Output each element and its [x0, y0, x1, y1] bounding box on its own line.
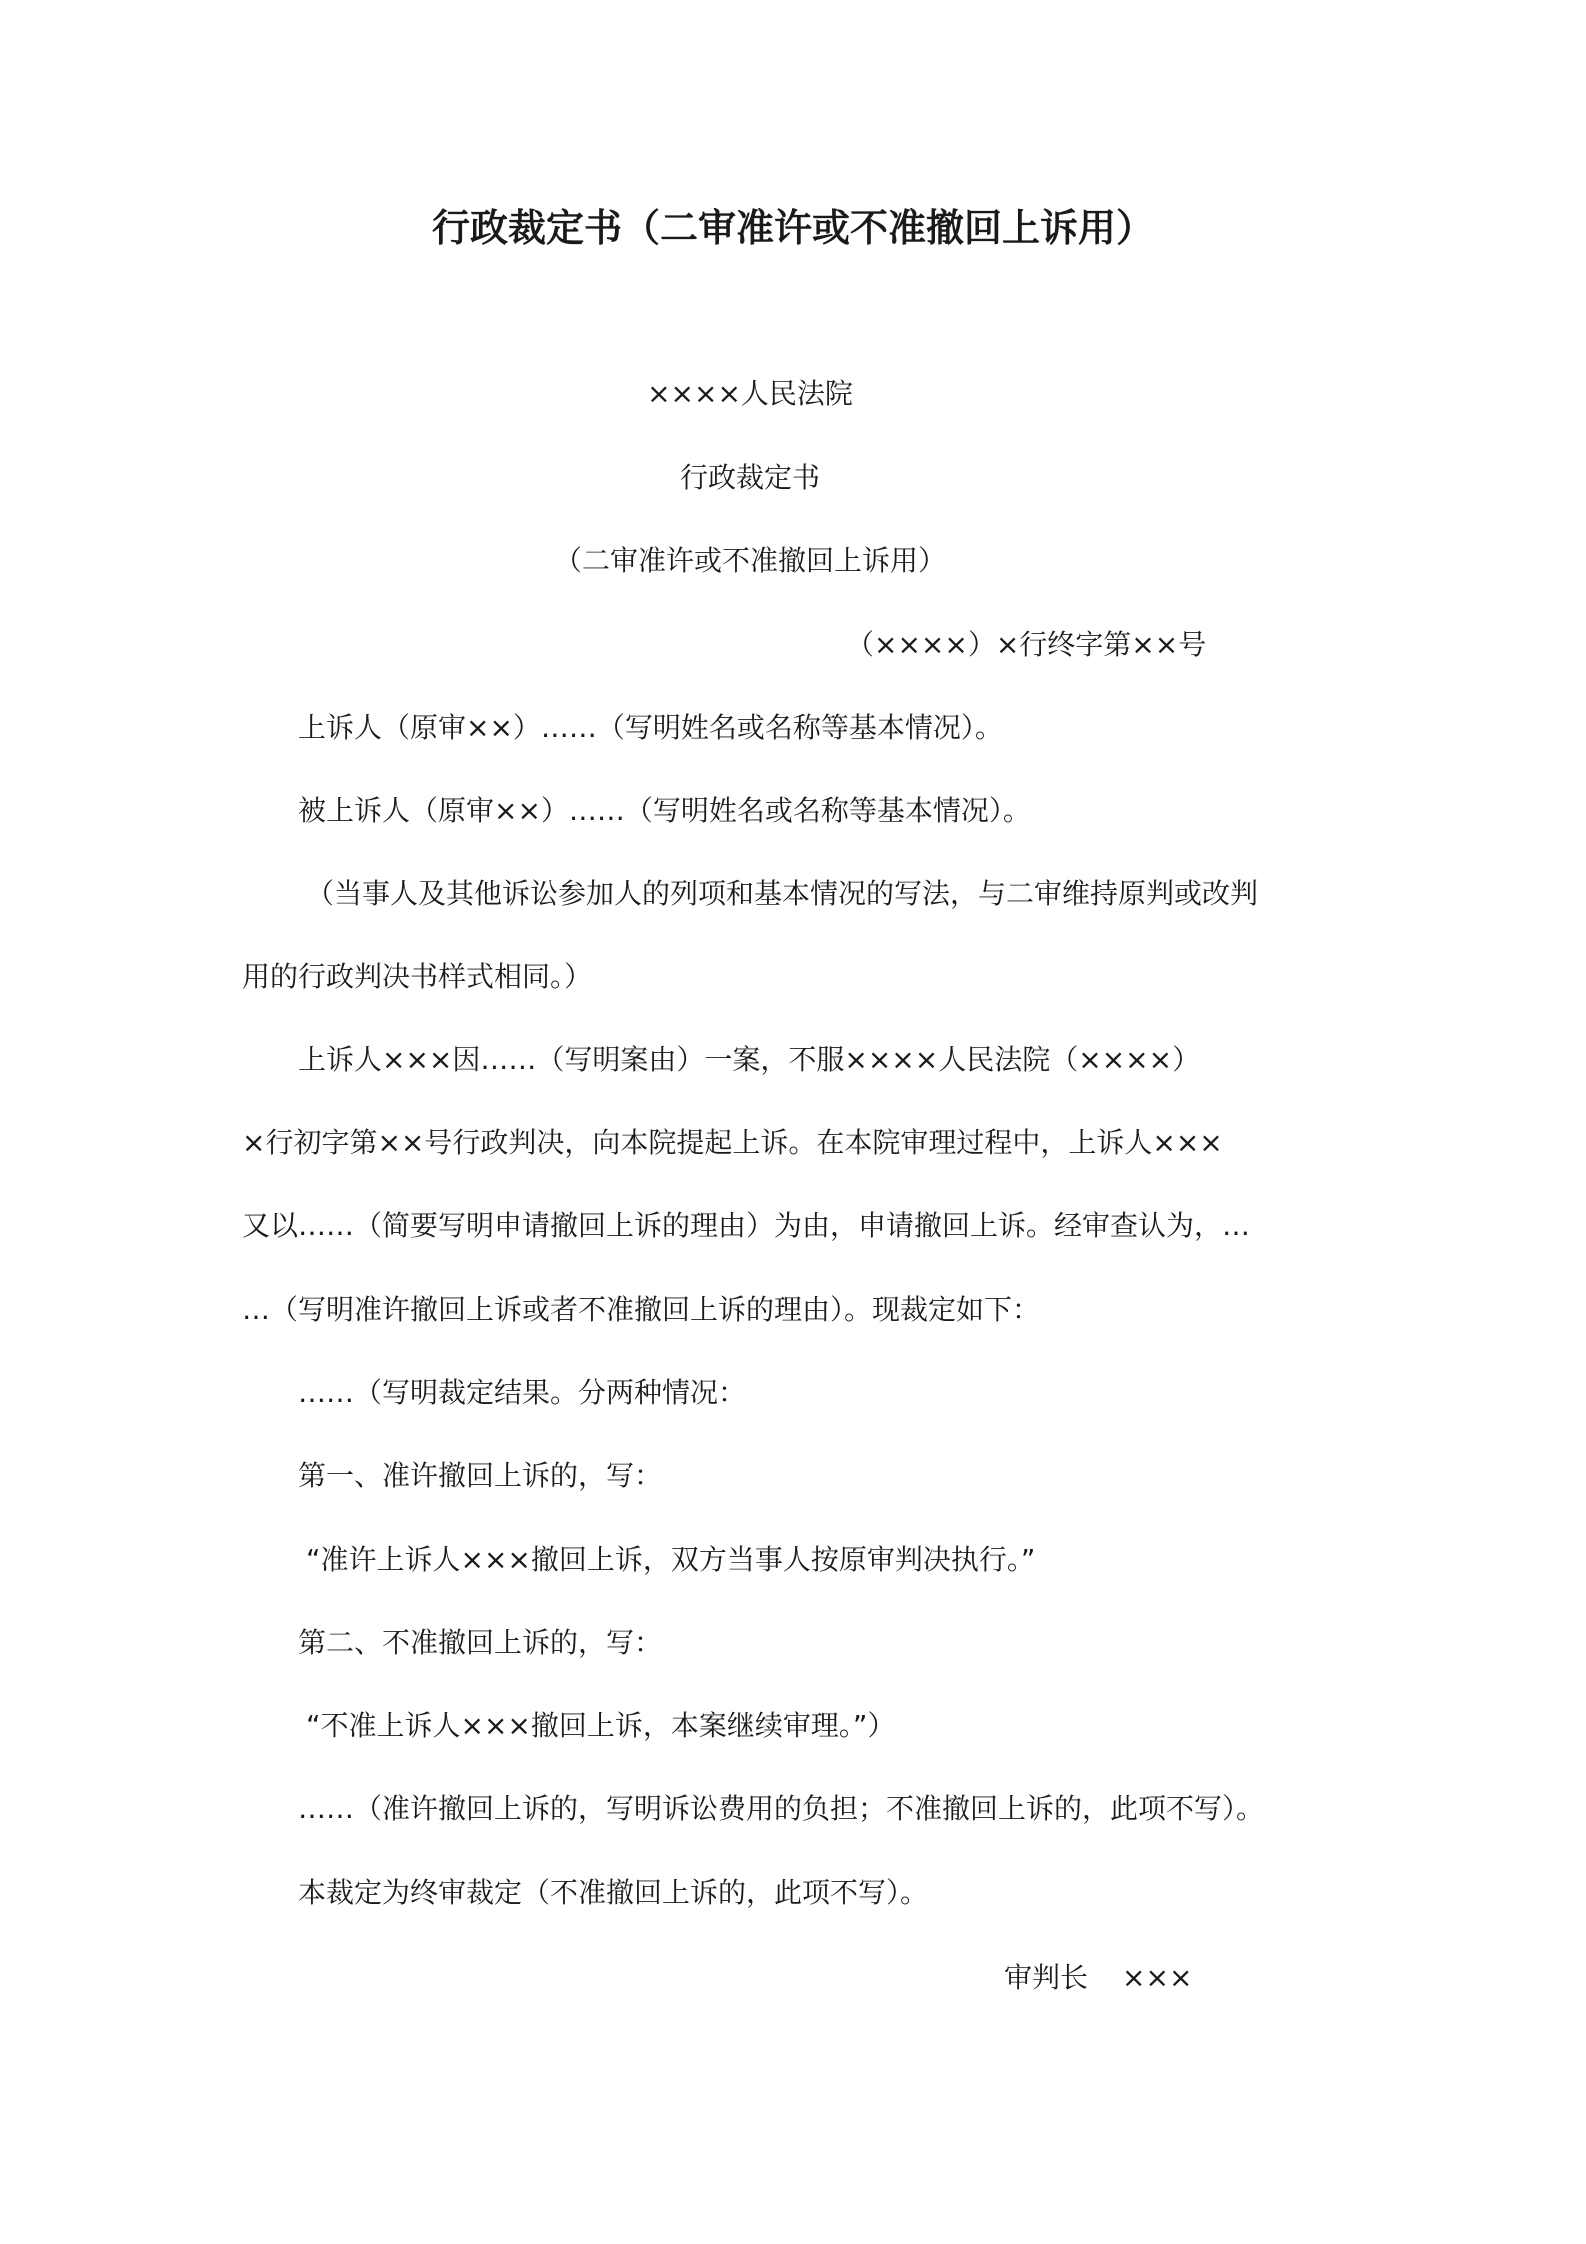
paragraph-appellee: 被上诉人（原审××）……（写明姓名或名称等基本情况）。: [298, 794, 1031, 827]
court-name: ××××人民法院: [647, 377, 853, 410]
paragraph-appellant: 上诉人（原审××）……（写明姓名或名称等基本情况）。: [298, 711, 1003, 744]
paragraph-body-line-2: ×行初字第××号行政判决，向本院提起上诉。在本院审理过程中，上诉人×××: [242, 1126, 1223, 1159]
paragraph-body-line-1: 上诉人×××因……（写明案由）一案，不服××××人民法院（××××）: [298, 1043, 1201, 1076]
case-number: （××××）×行终字第××号: [846, 628, 1207, 661]
paragraph-note-line-2: 用的行政判决书样式相同。）: [242, 960, 593, 993]
document-type: 行政裁定书: [679, 461, 820, 494]
paragraph-body-line-4: …（写明准许撤回上诉或者不准撤回上诉的理由）。现裁定如下：: [242, 1293, 1041, 1326]
paragraph-ruling-intro: ……（写明裁定结果。分两种情况：: [298, 1376, 747, 1409]
paragraph-case-two-text: “不准上诉人×××撤回上诉，本案继续审理。”）: [306, 1709, 896, 1742]
document-subtype: （二审准许或不准撤回上诉用）: [553, 544, 946, 577]
paragraph-costs: ……（准许撤回上诉的，写明诉讼费用的负担；不准撤回上诉的，此项不写）。: [298, 1792, 1265, 1825]
paragraph-case-one: 第一、准许撤回上诉的，写：: [298, 1459, 663, 1492]
document-heading: 行政裁定书（二审准许或不准撤回上诉用）: [431, 206, 1154, 250]
paragraph-case-two: 第二、不准撤回上诉的，写：: [298, 1626, 663, 1659]
paragraph-finality: 本裁定为终审裁定（不准撤回上诉的，此项不写）。: [298, 1876, 929, 1909]
paragraph-note-line-1: （当事人及其他诉讼参加人的列项和基本情况的写法，与二审维持原判或改判: [306, 877, 1259, 910]
paragraph-case-one-text: “准许上诉人×××撤回上诉，双方当事人按原审判决执行。”: [306, 1543, 1036, 1576]
signature-block: [1004, 1958, 1192, 1998]
paragraph-body-line-3: 又以……（简要写明申请撤回上诉的理由）为由，申请撤回上诉。经审查认为，…: [242, 1209, 1251, 1242]
signature-name: ×××: [1122, 1961, 1193, 1994]
signature-role: 审判长: [1004, 1961, 1089, 1994]
